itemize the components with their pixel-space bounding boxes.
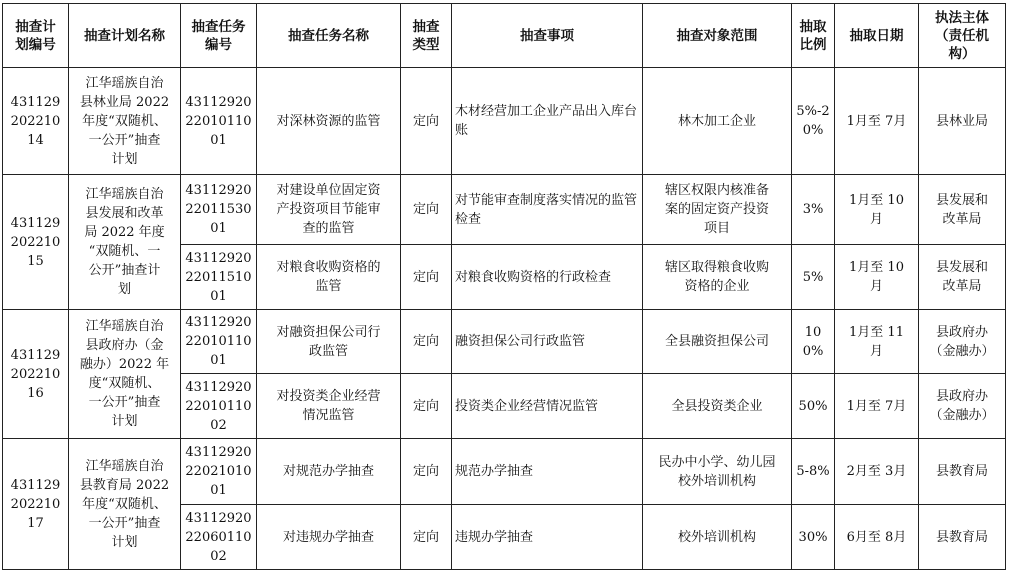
date-cell: 1月至 11 月 <box>835 310 919 374</box>
table-row <box>3 175 1006 245</box>
date-cell: 2月至 3月 <box>835 439 919 505</box>
inspection-plan-table <box>2 3 1006 570</box>
task-no-cell: 43112920 22011530 01 <box>181 175 257 245</box>
task-no-cell: 43112920 22010110 01 <box>181 68 257 175</box>
header-ratio: 抽取 比例 <box>792 4 835 68</box>
task-no-cell: 43112920 22010110 02 <box>181 374 257 439</box>
inspection-plan-table-wrapper <box>2 3 1006 570</box>
task-no-cell: 43112920 22011510 01 <box>181 245 257 310</box>
plan-no-cell: 431129 202210 15 <box>3 175 69 310</box>
subject-cell: 县林业局 <box>919 68 1006 175</box>
table-row <box>3 439 1006 505</box>
task-name-cell: 对投资类企业经营 情况监管 <box>257 374 401 439</box>
ratio-cell: 50% <box>792 374 835 439</box>
plan-no-cell: 431129 202210 16 <box>3 310 69 439</box>
table-row <box>3 68 1006 175</box>
plan-name-cell: 江华瑶族自治 县发展和改革 局 2022 年度 “双随机、一 公开”抽查计 划 <box>69 175 181 310</box>
ratio-cell: 30% <box>792 505 835 570</box>
item-cell: 对节能审查制度落实情况的监管检查 <box>452 175 643 245</box>
header-plan-no: 抽查计 划编号 <box>3 4 69 68</box>
plan-no-cell: 431129 202210 14 <box>3 68 69 175</box>
plan-name-cell: 江华瑶族自治 县林业局 2022 年度“双随机、 一公开”抽查 计划 <box>69 68 181 175</box>
task-name-cell: 对建设单位固定资 产投资项目节能审 查的监管 <box>257 175 401 245</box>
task-name-cell: 对融资担保公司行 政监管 <box>257 310 401 374</box>
ratio-cell: 5-8% <box>792 439 835 505</box>
subject-cell: 县发展和 改革局 <box>919 175 1006 245</box>
plan-name-cell: 江华瑶族自治 县教育局 2022 年度“双随机、 一公开”抽查 计划 <box>69 439 181 570</box>
task-no-cell: 43112920 22060110 02 <box>181 505 257 570</box>
header-date: 抽取日期 <box>835 4 919 68</box>
item-cell: 违规办学抽查 <box>452 505 643 570</box>
header-item: 抽查事项 <box>452 4 643 68</box>
ratio-cell: 5%-2 0% <box>792 68 835 175</box>
header-task-no: 抽查任务 编号 <box>181 4 257 68</box>
subject-cell: 县政府办 （金融办） <box>919 310 1006 374</box>
date-cell: 1月至 10 月 <box>835 175 919 245</box>
item-cell: 融资担保公司行政监管 <box>452 310 643 374</box>
header-task-name: 抽查任务名称 <box>257 4 401 68</box>
task-name-cell: 对违规办学抽查 <box>257 505 401 570</box>
type-cell: 定向 <box>401 175 452 245</box>
plan-name-cell: 江华瑶族自治 县政府办（金 融办）2022 年 度“双随机、 一公开”抽查 计划 <box>69 310 181 439</box>
type-cell: 定向 <box>401 505 452 570</box>
scope-cell: 林木加工企业 <box>643 68 792 175</box>
header-row <box>3 4 1006 68</box>
scope-cell: 全县融资担保公司 <box>643 310 792 374</box>
subject-cell: 县教育局 <box>919 439 1006 505</box>
task-no-cell: 43112920 22010110 01 <box>181 310 257 374</box>
scope-cell: 辖区取得粮食收购 资格的企业 <box>643 245 792 310</box>
header-scope: 抽查对象范围 <box>643 4 792 68</box>
header-type: 抽查 类型 <box>401 4 452 68</box>
scope-cell: 全县投资类企业 <box>643 374 792 439</box>
ratio-cell: 5% <box>792 245 835 310</box>
task-no-cell: 43112920 22021010 01 <box>181 439 257 505</box>
type-cell: 定向 <box>401 439 452 505</box>
date-cell: 1月至 7月 <box>835 374 919 439</box>
task-name-cell: 对规范办学抽查 <box>257 439 401 505</box>
item-cell: 规范办学抽查 <box>452 439 643 505</box>
ratio-cell: 100% <box>792 310 835 374</box>
date-cell: 1月至 7月 <box>835 68 919 175</box>
type-cell: 定向 <box>401 374 452 439</box>
task-name-cell: 对深林资源的监管 <box>257 68 401 175</box>
item-cell: 投资类企业经营情况监管 <box>452 374 643 439</box>
type-cell: 定向 <box>401 310 452 374</box>
ratio-cell: 3% <box>792 175 835 245</box>
subject-cell: 县政府办 （金融办） <box>919 374 1006 439</box>
task-name-cell: 对粮食收购资格的 监管 <box>257 245 401 310</box>
subject-cell: 县教育局 <box>919 505 1006 570</box>
type-cell: 定向 <box>401 68 452 175</box>
item-cell: 木材经营加工企业产品出入库台账 <box>452 68 643 175</box>
date-cell: 6月至 8月 <box>835 505 919 570</box>
scope-cell: 校外培训机构 <box>643 505 792 570</box>
header-subject: 执法主体 （责任机 构） <box>919 4 1006 68</box>
header-plan-name: 抽查计划名称 <box>69 4 181 68</box>
date-cell: 1月至 10 月 <box>835 245 919 310</box>
plan-no-cell: 431129 202210 17 <box>3 439 69 570</box>
table-row <box>3 310 1006 374</box>
item-cell: 对粮食收购资格的行政检查 <box>452 245 643 310</box>
type-cell: 定向 <box>401 245 452 310</box>
scope-cell: 辖区权限内核准备 案的固定资产投资 项目 <box>643 175 792 245</box>
subject-cell: 县发展和 改革局 <box>919 245 1006 310</box>
scope-cell: 民办中小学、幼儿园 校外培训机构 <box>643 439 792 505</box>
